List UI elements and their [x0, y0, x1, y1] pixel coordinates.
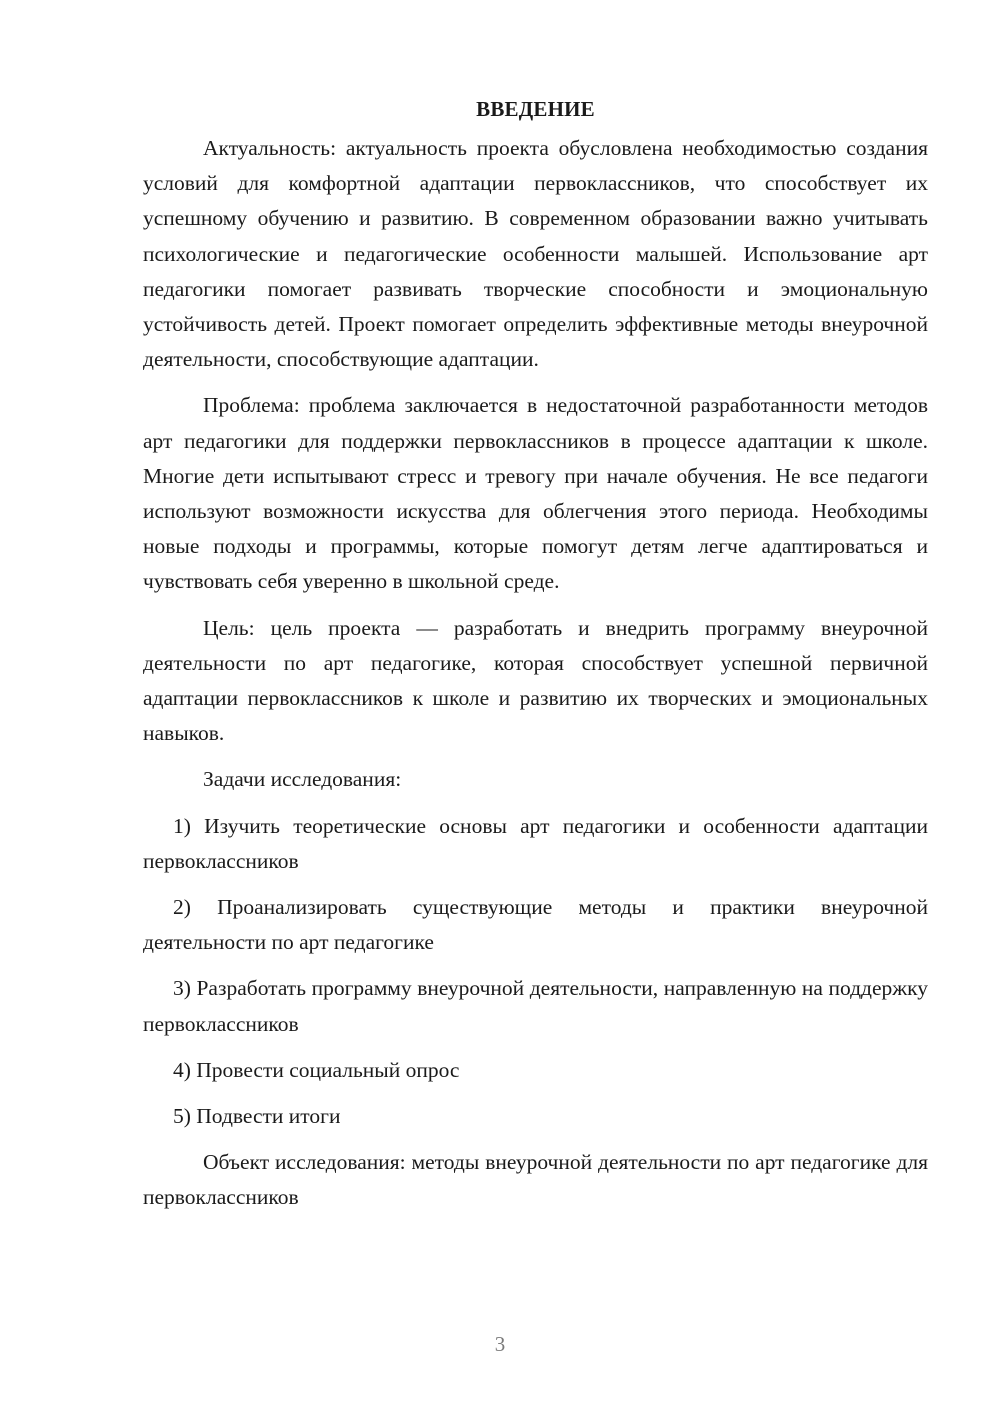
task-item: 4) Провести социальный опрос — [173, 1057, 460, 1082]
task-item: 3) Разработать программу внеурочной деятельности, направленную на поддержку первоклассников — [143, 976, 928, 1036]
problem-paragraph: Проблема: проблема заключается в недостаточной разработанности методов арт педагогики для поддержки первоклассников в процессе адаптации к школе. Многие дети испытывают стресс и тревогу при начале обучения. Не все педагоги используют возможности искусства для облегчения этого периода. Необходимы новые подходы и программы, которые помогут детям легче адаптироваться и чувствовать себя уверенно в школьной среде. — [143, 393, 928, 594]
object-paragraph: Объект исследования: методы внеурочной деятельности по арт педагогике для первоклассников — [143, 1150, 928, 1210]
tasks-title: Задачи исследования: — [203, 767, 402, 792]
page-number: 3 — [494, 1332, 506, 1356]
task-item: 5) Подвести итоги — [173, 1104, 341, 1129]
relevance-paragraph: Актуальность: актуальность проекта обусловлена необходимостью создания условий для комфортной адаптации первоклассников, что способствует их успешному обучению и развитию. В современном образовании важно учитывать психологические и педагогические особенности малышей. Использование арт педагогики помогает развивать творческие способности и эмоциональную устойчивость детей. Проект помогает определить эффективные методы внеурочной деятельности, способствующие адаптации. — [143, 136, 928, 372]
task-item: 1) Изучить теоретические основы арт педагогики и особенности адаптации первоклассников — [143, 813, 928, 873]
section-heading: ВВЕДЕНИЕ — [476, 97, 595, 121]
task-item: 2) Проанализировать существующие методы и практики внеурочной деятельности по арт педагогике — [143, 895, 928, 955]
goal-paragraph: Цель: цель проекта — разработать и внедрить программу внеурочной деятельности по арт педагогике, которая способствует успешной первичной адаптации первоклассников к школе и развитию их творческих и эмоциональных навыков. — [143, 615, 928, 746]
document-page — [143, 92, 928, 1227]
